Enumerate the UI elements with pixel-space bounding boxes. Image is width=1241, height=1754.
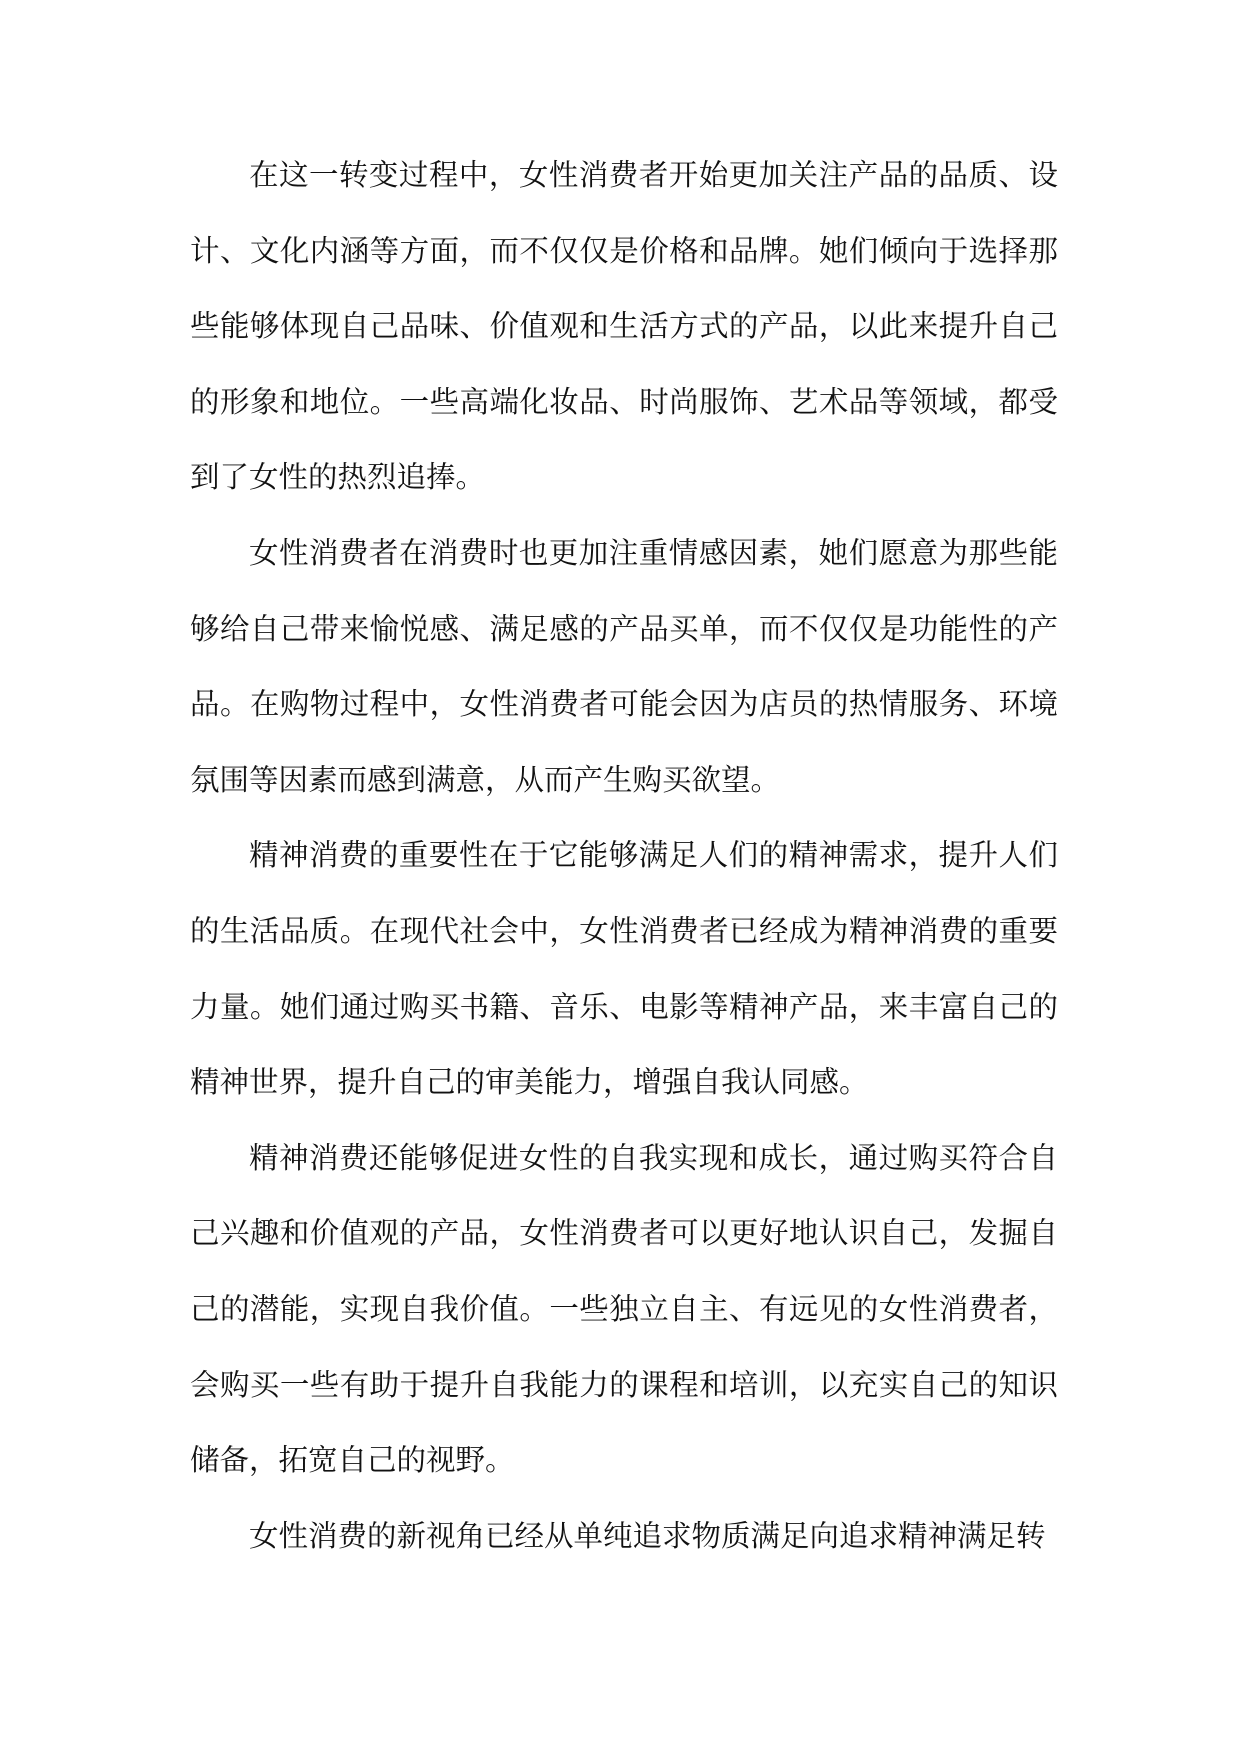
body-text [190,138,1058,1574]
paragraph-4: 精神消费还能够促进女性的自我实现和成长，通过购买符合自己兴趣和价值观的产品，女性消费者可以更好地认识自己，发掘自己的潜能，实现自我价值。一些独立自主、有远见的女性消费者，会购买一些有助于提升自我能力的课程和培训，以充实自己的知识储备，拓宽自己的视野。 [190,1140,1058,1478]
paragraph-3: 精神消费的重要性在于它能够满足人们的精神需求，提升人们的生活品质。在现代社会中，女性消费者已经成为精神消费的重要力量。她们通过购买书籍、音乐、电影等精神产品，来丰富自己的精神世界，提升自己的审美能力，增强自我认同感。 [190,838,1058,1100]
paragraph-2: 女性消费者在消费时也更加注重情感因素，她们愿意为那些能够给自己带来愉悦感、满足感的产品买单，而不仅仅是功能性的产品。在购物过程中，女性消费者可能会因为店员的热情服务、环境氛围等因素而感到满意，从而产生购买欲望。 [190,535,1058,797]
paragraph-5: 女性消费的新视角已经从单纯追求物质满足向追求精神满足转 [249,1518,1046,1553]
paragraph-1: 在这一转变过程中，女性消费者开始更加关注产品的品质、设计、文化内涵等方面，而不仅仅是价格和品牌。她们倾向于选择那些能够体现自己品味、价值观和生活方式的产品，以此来提升自己的形象和地位。一些高端化妆品、时尚服饰、艺术品等领域，都受到了女性的热烈追捧。 [190,158,1058,495]
